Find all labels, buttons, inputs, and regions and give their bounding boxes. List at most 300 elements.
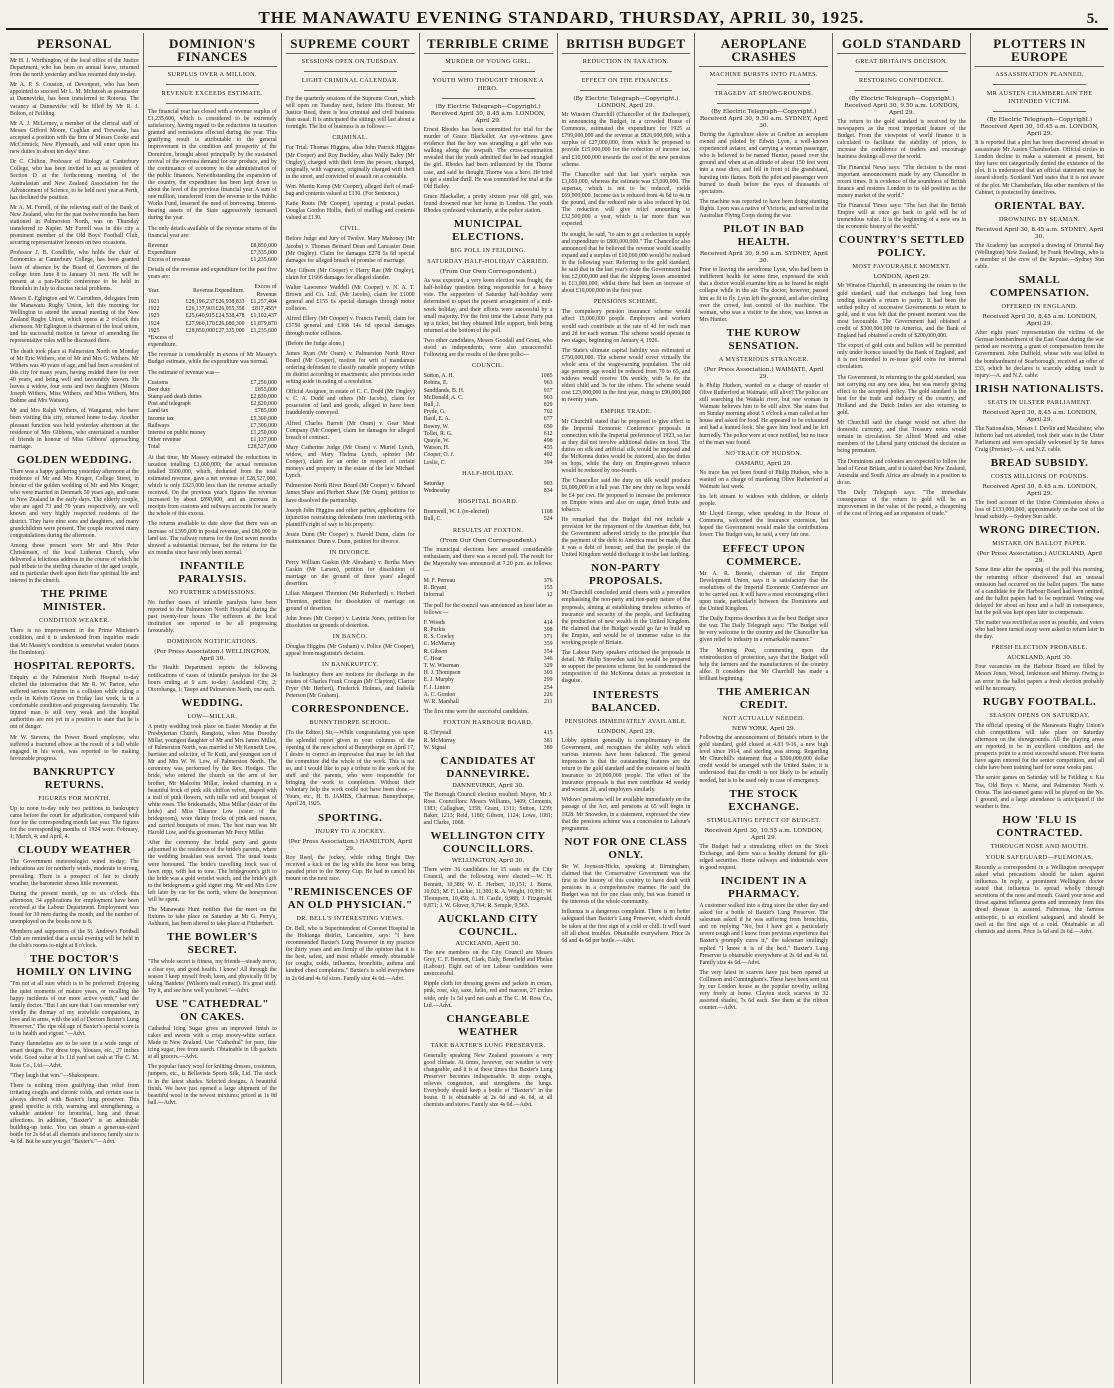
table-cell: 834 <box>543 488 553 494</box>
table-cell: 329 <box>543 663 553 669</box>
article-headline: CHANGEABLE WEATHER <box>446 1012 530 1038</box>
article-subheading: EMPIRE TRADE. <box>600 407 652 415</box>
dateline: (By Electric Telegraph—Copyright.) Received April 30, 9.50 a.m. LONDON, April 29. <box>844 96 960 116</box>
article-subheading: IN BANCO. <box>332 632 368 640</box>
table-cell: Excess of revenue <box>147 257 191 264</box>
section-divider <box>442 71 535 72</box>
table-cell: £26,080,300 <box>215 320 245 327</box>
table-cell <box>215 335 245 349</box>
table-cell: 402 <box>543 452 553 459</box>
table-cell: £817,455* <box>252 306 277 313</box>
section-divider <box>993 111 1086 112</box>
article-paragraph: Palmerston North River Board (Mr Cooper) v. Edward James Shaw and Herbert Shaw (Mr Oram), petition to have dissolved the partnership. <box>285 483 415 504</box>
article-subheading: SURPLUS OVER A MILLION. <box>167 71 257 78</box>
table-cell: 1108 <box>541 509 553 516</box>
table-cell: 376 <box>543 577 553 584</box>
article-subheading: DOMINION NOTIFICATIONS. <box>166 638 258 646</box>
article-subheading: INJURY TO A JOCKEY. <box>315 827 386 835</box>
article-headline: USE "CATHEDRAL" ON CAKES. <box>155 997 269 1023</box>
table-cell: Stamp and death duties <box>147 394 202 400</box>
table-cell: Railways <box>147 422 170 429</box>
table-cell: £8,850,000 <box>250 242 277 249</box>
article-headline: WELLINGTON CITY COUNCILLORS. <box>430 830 546 856</box>
article-headline: WEDDING. <box>181 696 244 709</box>
article-headline: NOT FOR ONE CLASS ONLY. <box>564 835 688 861</box>
dateline: LONDON, April 29. <box>597 728 655 735</box>
table-row <box>424 460 553 467</box>
article-headline: BREAD SUBSIDY. <box>990 457 1089 470</box>
table-cell: 903 <box>543 394 553 401</box>
table-cell: 12 <box>546 592 553 599</box>
table-cell: £28,196,237 <box>185 298 215 305</box>
article-subheading: MOST FAVOURABLE MOMENT. <box>852 263 951 271</box>
table-cell: Interest on public money <box>147 430 206 437</box>
dateline: (Per Press Association.) WELLINGTON, April 30. <box>154 649 271 663</box>
table-cell: 1923 <box>147 313 160 320</box>
table-row <box>424 663 553 670</box>
section-divider <box>442 98 535 99</box>
article-headline: WRONG DIRECTION. <box>979 524 1101 537</box>
article-subheading: REVENUE EXCEEDS ESTIMATE. <box>161 90 263 97</box>
table-row <box>424 380 553 387</box>
article-subheading: HOSPITAL BOARD. <box>458 498 519 506</box>
masthead <box>6 8 1108 30</box>
table-cell: £1,257,404 <box>250 298 277 305</box>
article-paragraph: Mary Catherine Judge (Mr Oram) v. Muriel Lynch, widow, and Mary Thelma Lynch, spinster (Mr Cooper), claim for an order in respect of certain moneys and property in the estate of the late Michael Lynch. <box>285 444 415 480</box>
article-headline: BANKRUPTCY RETURNS. <box>33 765 116 791</box>
table-cell: Revenue <box>147 242 169 249</box>
dateline: Received April 30, 10.55 a.m. LONDON, April 29. <box>704 827 824 841</box>
article-headline: THE KUROW SENSATION. <box>726 326 802 352</box>
article-subheading: EFFECT ON THE FINANCES. <box>581 77 671 84</box>
article-paragraph: The financial year has closed with a revenue surplus of £1,235,600, which is considered to be extremely satisfactory, having regard to the reductions in taxation granted and remissions effected during the year. This gratifying result is attributable to the general improvement in the condition and prosperity of the Dominion, brought about principally by the sustained revival of the oversea demand for our produce, and by the continuance of economy in the administration of the public finances. Notwithstanding the expansion of the country, the expenditure has been kept down to about the level of the previous financial year. A sum of one million, transferred from the revenue to the Public Works Fund, lessened the need of borrowing. Interest-bearing assets of the State aggressively increased during the year. <box>147 109 277 222</box>
section-divider <box>717 103 810 104</box>
article-paragraph: It is reported that a plot has been discovered abroad to assassinate Mr Austen Chamberlain. Official circles in London decline to make a statement at present, but they have not categorically denied the existence of the plot. It is understood that an official statement may be issued shortly. Scotland Yard states that it is not aware of the plot. Mr Chamberlain, like other members of the Cabinet, is protected by detectives. <box>975 140 1104 196</box>
article-paragraph: his left stream to widows with children, or elderly people. <box>699 494 829 508</box>
article-subheading: NO FURTHER ADMISSIONS. <box>168 588 257 596</box>
table-cell: R. Chrystall <box>423 730 452 737</box>
table-cell: Total <box>147 444 160 451</box>
column-headline: DOMINION'S FINANCES <box>148 37 277 67</box>
article-paragraph: Two other candidates, Messrs Goodall and Grant, who stood as independents, were also unsuccessful. Following are the results of the three polls:— <box>423 337 553 359</box>
table-cell: £1,137,000 <box>250 437 277 444</box>
article-subheading: PENSIONS SCHEME. <box>593 298 659 306</box>
table-cell: 226 <box>543 691 553 698</box>
table-cell: 702 <box>543 409 553 416</box>
article-subheading: MURDER OF YOUNG GIRL. <box>445 58 531 65</box>
article-paragraph: Is Philip Hudson, wanted on a charge of murder of Olive Rutherford at Waimate, still alive? The police are still searching the Waitaki river, but one woman in Waimate believes him to be still alive. She states that on Sunday morning about 5 o'clock a man called at her house and asked for food. He appeared to be exhausted and had a hunted look. She gave him food and he left hurriedly. The police were at once notified, but no trace of the man was found. <box>699 382 829 446</box>
article-paragraph: The Borough Council election resulted: Mayor, Mr J. Rose. Councillors: Messrs Williams, 1409; Clements, 1383; Callaghan, 1358; Grant, 1311; Sutton, 1239; Baker, 1213; Reid, 1180; Gibson, 1124; Lowe, 1081; and Clarke, 1068. <box>423 791 553 827</box>
article-paragraph: The Chancellor said that last year's surplus was £3,659,000, whereas the estimate was £3,000,000. The supertax, which is not to be reduced, yields £69,000,000. Income tax is reduced from 4s 6d to 4s in the pound, and the reduced rate is also reduced by 6d. The reduction will give relief amounting to £32,500,000 a year, which is far more than was expected. <box>561 171 691 228</box>
article-subheading: STIMULATING EFFECT OF BUDGET. <box>706 816 821 824</box>
table-cell: 415 <box>543 730 553 737</box>
article-paragraph: Mr A. M. Forrell, of the relieving staff of the Bank of New Zealand, who for the past twelve months has been stationed in Palmerston North, was on Thursday transferred to Napier. Mr Forrell was in this city a prominent member of the Old Boys' Football Club, securing representative honours on two occasions. <box>10 204 139 247</box>
table-cell: £7,300,000 <box>250 422 277 429</box>
article-paragraph: Wm. Martin Kemp (Mr Cooper), alleged theft of mail-bag and contents valued at £130. (For Sentence.) <box>285 183 415 198</box>
article-subheading: ASSASSINATION PLANNED. <box>995 71 1084 78</box>
article-paragraph: The Financial News says: "The decision is the most important announcement made by any Chancellor in recent times. It is evidence of the soundness of British finance and restores London to its old position as the money market of the world." <box>837 164 967 199</box>
dateline: (Per Press Association.) AUCKLAND, April 29. <box>977 551 1102 565</box>
table-cell: 381 <box>543 737 553 744</box>
table-row <box>424 373 553 380</box>
article-paragraph: Members and supporters of the St. Andrew's Football Club are reminded that a social evening will be held in the club's rooms to-night at 8 o'clock. <box>10 929 139 950</box>
article-paragraph: The new members on the City Council are Messrs Grey, C. F. Bennett, Clark, Eady, Benefield and Phelan (Labour). Eight out of ten Labour candidates were unsuccessful. <box>423 949 553 978</box>
article-paragraph: In bankruptcy there are motions for discharge in the estates of Charles Frank Coogan (Mr Clayton), Clarice Fryer (Mr Herbert), Frederick Holmes, and Isabella Peterson (Mr Graham). <box>285 672 415 700</box>
table-row <box>148 423 277 430</box>
article-paragraph: The revenue is considerably in excess of Mr Massey's Budget estimate, while the expenditure was normal. <box>147 352 277 366</box>
table-row <box>148 394 277 401</box>
table-cell: Bull, J. <box>423 401 441 408</box>
section-divider <box>993 84 1086 85</box>
table-cell: 155 <box>543 585 553 592</box>
article-subheading: HALF-HOLIDAY. <box>462 469 514 477</box>
article-paragraph: Generally speaking New Zealand possesses a very good climate. At times, however, our weather is very changeable, and it is at these times that Baxter's Lung Preserver becomes indispensable. It stops coughs, relieves congestion, and strengthens the lungs. Everybody should keep a bottle of "Baxter's" in the house. It is obtainable at 2s 6d and 4s 6d, at all chemists and stores. Family size 4s 6d.—Advt. <box>423 1052 553 1109</box>
article-paragraph: No further cases of infantile paralysis have been reported to the Palmerston North Hospital during the past twenty-four hours. The sufferers at the local institution are reported to be all progressing favourably. <box>147 599 277 635</box>
table-row <box>424 649 553 656</box>
article-paragraph: Dr C. Chilton, Professor of Biology at Canterbury College, who has been invited to act as president of Section D at the forthcoming meeting of the Australasian and New Zealand Association for the Advancement of Science, to be held next year at Perth, has declined the position. <box>10 159 139 201</box>
article-subheading: DROWNING BY SEAMAN. <box>999 215 1081 223</box>
article-paragraph: Messrs E. Eglington and W. Carruthers, delegates from the Manawatu Rugby Union, left this morning for Wellington to attend the annual meeting of the New Zealand Rugby Union, which opens at 2 o'clock this afternoon. Mr Eglington is chairman of the local union, and his successful motion in favour of amending the representative rules will be discussed there. <box>10 295 139 345</box>
article-paragraph: Lilian Margaret Thornton (Mr Rutherfurd) v. Herbert Thornton, petition for dissolution of marriage on ground of desertion. <box>285 591 415 612</box>
table-cell <box>186 335 215 349</box>
figures-table <box>424 730 553 752</box>
article-paragraph: The very latest in scarves have just been opened at Collinson and Cunningham's. These have been sent out by our London house as the popular novelty, selling very freely at home. Clayton stock scarves in 32 assorted shades, 7s 6d each. See them at the ribbon counter.—Advt. <box>699 969 829 1012</box>
figures-table <box>148 243 277 265</box>
table-cell: R. McMurray <box>423 737 456 744</box>
table-cell: £26,955,358 <box>215 306 245 313</box>
table-row <box>148 243 277 250</box>
dateline: (Per Press Association.) WAIMATE, April 29. <box>704 366 824 380</box>
table-row <box>148 408 277 415</box>
table-cell: £28,850,000 <box>185 327 215 334</box>
article-paragraph: After the ceremony the bridal party and guests adjourned to the residence of the bride's parents, where the wedding breakfast was served. The usual toasts were honoured. The bride's travelling frock was of fawn repp, with hat to tone. The bridegroom's gift to the bride was a gold wristlet watch, and the bride's gift to the bridegroom a gold signet ring. Mr and Mrs Low left later by car for the north, where the honeymoon will be spent. <box>147 840 277 904</box>
table-cell: £1,250,000 <box>250 430 277 437</box>
article-paragraph: Alfred Charles Barrett (Mr Oram) v. Gear Meat Company (Mr Cooper), claim for damages for alleged breach of contract. <box>285 420 415 441</box>
article-paragraph: Grace Blackaller, a pretty sixteen year old girl, was found drowned near her home in London. The youth Rhodes confessed voluntarily, at the police station. <box>423 193 553 215</box>
article-paragraph: The only details available of the revenue returns of the financial year are: <box>147 225 277 239</box>
article-subheading: LIGHT CRIMINAL CALENDAR. <box>301 77 399 84</box>
article-paragraph: Sir W. Joynson-Hicks, speaking at Birmingham, claimed that the Conservative Government was the first in the history of this country to have dealt with pensions in a comprehensive manner. He said the Budget was not for one class only, but was framed in the interests of the whole community. <box>561 863 691 906</box>
article-headline: GOLDEN WEDDING. <box>16 453 133 466</box>
column-headline: PLOTTERS IN EUROPE <box>975 37 1104 67</box>
article-paragraph: The popular fancy wool for knitting dresses, costumes, jumpers, etc., is Bellavista Sports Silk, Ltd. The stock is in the latest shades. Selected designs. A beautiful finish. We have just opened a large shipment of the beautiful wool in the newest mixtures; priced at 1s 8d ball.—Advt. <box>147 1064 277 1106</box>
article-paragraph: He remarked that the Budget did not include a provision for the repayment of the American debt, but the Government adhered strictly to the principle that the payment of the debt to America must be made, that it was a debt of honour, and that the people of the United Kingdom would discharge it to the last farthing. <box>561 516 691 559</box>
article-paragraph: Before Judge and Jury of Twelve. Mary Mahoney (Mr Jacobs) v. Thomas Bernard Dean and Lancaster Dean (Mr Ongley). Claim for damages £278 5s 6d special damages for alleged breach of promise of marriage. <box>285 236 415 264</box>
article-subheading: REDUCTION IN TAXATION. <box>582 58 670 65</box>
table-cell: W. Signal <box>423 744 447 751</box>
article-paragraph: The Daily Telegraph says: "The immediate consequence of the return to gold will be an improvement in the value of the pound, a cheapening of the cost of living and an expansion of trade." <box>837 489 967 518</box>
article-paragraph: No trace has yet been found of Philip Hudson, who is wanted on a charge of murdering Olive Rutherford at Waimate last week. <box>699 469 829 490</box>
article-paragraph: Mr Churchill concluded amid cheers with a peroration emphasising the non-party and non-party nature of the proposals, aiming at establishing timeless schemes of insurance and security of the people, and facilitating the production of new wealth in the United Kingdom. He claimed that the Budget would go far to build up the Empire, and would be of immense value to the working people of Britain. <box>561 590 691 646</box>
table-cell: 903 <box>543 480 553 487</box>
article-paragraph: Ripple cloth for dressing gowns and jackets in cream, pink, rose, sky, saxe, helio, red and maroon, 27 inches wide, only 1s 5d yard net cash at The C. M. Ross Co., Ltd.—Advt. <box>423 981 553 1009</box>
article-headline: THE PRIME MINISTER. <box>40 588 109 614</box>
dateline: Received April 30, 8.45 a.m. LONDON, April 29. <box>982 409 1097 423</box>
table-cell: Pryde, G. <box>423 409 446 416</box>
section-divider <box>166 103 259 104</box>
article-paragraph: The Government, in returning to the gold standard, was not carrying out any new idea, but was merely giving effect to the accepted policy. The gold standard is the best for the trade and industry of the country, and Holland and the Dutch Indies are also returning to gold. <box>837 374 967 416</box>
article-paragraph: The machine was reported to have been doing stunting flights. Lyon was a native of Victoria, and served in the Australian Flying Corps during the war. <box>699 198 829 220</box>
article-paragraph: The estimate of revenue was— <box>147 369 220 376</box>
article-headline: INFANTILE PARALYSIS. <box>178 559 247 585</box>
table-cell: E. J. Murphy <box>423 677 454 684</box>
table-row <box>424 409 553 416</box>
table-cell: 1085 <box>540 373 553 380</box>
article-paragraph: The senior games on Saturday will be Feilding v. Kia Toa, Old Boys v. Marist, and Palmerston North v. Oroua. The last-named game will be played on the No. 1 ground, and a large attendance is anticipated if the weather is fine. <box>975 775 1104 810</box>
article-paragraph: Mr A. P. S. Couston, of Devonport, who has been appointed to succeed Mr L. M. McIntosh as postmaster at Dannevirke, has been transferred to Rotorua. The vacancy at Dannevirke will be filled by Mr R. J. Bolton, of Feilding. <box>10 82 139 117</box>
article-paragraph: The Daily Express describes it as the best Budget since the war. The Daily Telegraph says: "The Budget will be very welcome to the country and the Chancellor has given relief to industry in a remarkable manner." <box>699 616 829 644</box>
figures-table <box>424 620 553 706</box>
table-cell: Customs <box>147 379 169 386</box>
article-headline: THE STOCK EXCHANGE. <box>728 787 800 813</box>
table-row <box>148 437 277 444</box>
article-paragraph: John Jones (Mr Cooper) v. Lavinia Jones, petition for dissolution on grounds of desertion. <box>285 615 415 629</box>
article-paragraph: Mr Churchill stated that he proposed to give effect to the Imperial Economic Conference proposals in connection with the Imperial preference of 1923, so far as they did not involve additional duties on food. The duties on silk and artificial silk would be imposed and the McKenna duties would be restored, also the duties on hops, while the duty on Empire-grown tobacco would be reduced by one-fourth. <box>561 418 691 475</box>
dateline: NEW YORK, April 29. <box>732 725 796 732</box>
article-paragraph: Details of the revenue and expenditure for the past five years are: <box>147 267 277 281</box>
article-subheading: RESULTS AT FOXTON. <box>452 526 524 534</box>
table-row <box>148 401 277 408</box>
article-headline: PILOT IN BAD HEALTH. <box>723 223 805 249</box>
article-subheading: FOXTON HARBOUR BOARD. <box>443 719 534 727</box>
article-paragraph: Recently a correspondent in a Wellington newspaper asked what precautions should be taken against influenza. In reply, a prominent Wellington doctor stated that influenza is spread wholly through secretions of the nose and mouth. Guard your nose and throat against influenza germs and immunity from this dread disease is assured. Fulmonas, the famous antiseptic, is an excellent safeguard, and should be used at the first sign of a cold. Obtainable at all chemists and stores. Price 1s 6d and 2s 6d.—Advt. <box>975 864 1104 935</box>
article-paragraph: There is no improvement in the Prime Minister's condition, and it is understood from inquiries made that Mr Massey's condition is somewhat weaker (states the Dominion). <box>10 628 139 656</box>
table-cell: 937 <box>543 387 553 394</box>
table-cell: 1921 <box>147 298 160 305</box>
table-row <box>424 395 553 402</box>
table-cell: W. R. Marshall <box>423 699 459 706</box>
dateline: (By Electric Telegraph—Copyright.) Received April 30, 10.45 a.m. LONDON, April 29. <box>980 117 1099 137</box>
column-headline: AEROPLANE CRASHES <box>699 37 828 67</box>
table-cell: £2,820,000 <box>250 401 277 408</box>
section-divider <box>580 90 673 91</box>
article-subheading: IN BANKRUPTCY. <box>322 661 379 669</box>
table-row <box>148 313 277 320</box>
article-paragraph: The Budget had a stimulating effect on the Stock Exchange, and there was a healthy demand for gilt-edged securities. Home railways and industrials were in good request. <box>699 843 829 871</box>
article-headline: INTERESTS BALANCED. <box>591 688 661 714</box>
table-row <box>148 306 277 313</box>
article-headline: HOW 'FLU IS CONTRACTED. <box>996 813 1083 839</box>
table-row <box>424 488 553 495</box>
table-row <box>424 627 553 634</box>
table-cell: 1924 <box>147 320 160 327</box>
table-cell: 650 <box>543 423 553 430</box>
newspaper-title: THE MANAWATU EVENING STANDARD, THURSDAY, APRIL 30, 1925. <box>258 8 865 27</box>
article-paragraph: Dr. Bell, who is Superintendent of Coronet Hospital in the Hokianga district, Lancashire, says: "I have recommended Baxter's Lung Preserver in my practice for thirty years and am firmly of the opinion that it is the best, safest, and most reliable remedy obtainable for coughs, colds, influenza, bronchitis, asthma and kindred chest complaints." Baxter's is sold everywhere in 2s 6d and 4s 6d sizes. Family size 4s 6d.—Advt. <box>285 925 415 982</box>
table-row <box>148 387 277 394</box>
table-cell: *Excess of expenditure. <box>147 334 177 349</box>
table-cell: £1,235,600 <box>250 327 277 334</box>
article-headline: AUCKLAND CITY COUNCIL. <box>437 912 539 938</box>
dateline: Received April 30, 8.45 a.m. LONDON, April 29. <box>982 314 1097 328</box>
article-paragraph: Katie Roots (Mr Cooper), opening a postal packet. Douglas Gordon Hollis, theft of mailbag and contents valued at £130. <box>285 201 415 222</box>
table-row <box>424 592 553 599</box>
article-headline: MUNICIPAL ELECTIONS. <box>452 218 525 244</box>
table-cell: 677 <box>543 416 553 423</box>
table-row <box>424 634 553 641</box>
table-cell: Expenditure. <box>214 288 245 295</box>
article-paragraph: The death took place at Palmerston North on Monday of Mr Eric Withers, son of Mr and Mrs G. Withers. Mr Withers was 40 years of age, and had been a resident of this city for many years, having resided there for over 40 years, and being well and favourably known. He leaves a widow, four sons and two daughters (Messrs Joseph Withers, Miss Withers, and Miss Withers, Mrs Bohme and Mrs Watson). <box>10 348 139 405</box>
column-6 <box>695 33 833 1384</box>
table-row <box>424 730 553 737</box>
article-paragraph: Mr Lloyd George, when speaking in the House of Commons, welcomed the insurance extension, but hoped the Government would make the contributions lower. The Budget was, he said, a very fair one. <box>699 511 829 539</box>
article-subheading: PENSIONS IMMEDIATELY AVAILABLE. <box>564 717 688 725</box>
table-cell: R. Purkis <box>423 626 446 633</box>
article-paragraph: (Before the Judge alone.) <box>285 340 345 347</box>
table-cell: 455 <box>543 445 553 452</box>
article-subheading: YOUR SAFEGUARD—FULMONAS. <box>985 853 1094 861</box>
dateline: AUCKLAND, April 30. <box>1007 655 1072 662</box>
article-paragraph: The food account of the Union Commission shows a loss of £133,000,000, approximately on the cost of the bread subsidy.—Sydney Sun cable. <box>975 500 1104 521</box>
table-row <box>424 641 553 648</box>
table-row <box>424 402 553 409</box>
article-headline: CLOUDY WEATHER <box>17 844 132 857</box>
article-paragraph: The State's ultimate capital liability was estimated at £750,000,000. The scheme would cover virtually the whole area of the wage-earning population. The old age pension age would be reduced from 70 to 65, and widows would receive 10s weekly, with 5s for the eldest child and 3s for the others. The scheme would cost £23,000,000 in the first year, rising to £90,000,000 in twenty years. <box>561 347 691 404</box>
article-paragraph: The Manawatu Hunt notifies that the meet on the fixtures to take place on Saturday at Mr G. Perry's, Ashhurst, has been altered to take place at Fitzherbert. <box>147 907 277 928</box>
dateline: (From Our Own Correspondent.) <box>439 537 537 544</box>
column-7 <box>833 33 971 1384</box>
section-divider <box>166 84 259 85</box>
table-cell: £1,879,870 <box>250 320 277 327</box>
article-headline: THE DOCTOR'S HOMILY ON LIVING <box>16 953 133 979</box>
table-cell: £5,300,000 <box>250 415 277 422</box>
table-cell: 354 <box>543 648 553 655</box>
table-cell: £27,960,170 <box>185 320 215 327</box>
article-paragraph: Alfred Ellery (Mr Cooper) v. Francis Farrell, claim for £3750 general and £368 14s 6d special damages through motor collision. <box>285 316 415 337</box>
dateline: (Per Press Association.) HAMILTON, April 29. <box>288 838 412 852</box>
section-divider <box>855 90 948 91</box>
table-cell: 380 <box>543 744 553 751</box>
table-cell: £27,335,000 <box>215 327 245 334</box>
table-row <box>424 620 553 627</box>
dateline: DANNEVIRKE, April 30. <box>452 782 524 789</box>
article-subheading: NOT ACTUALLY NEEDED. <box>722 714 805 722</box>
table-cell: 394 <box>543 459 553 466</box>
dateline: (From Our Own Correspondent.) <box>439 269 537 276</box>
table-cell: 963 <box>543 380 553 387</box>
article-paragraph: Influenza is a dangerous complaint. There is no better safeguard than Baxter's Lung Preserver, which should be taken at the first sign of a cold or chill. It will ward off all chest troubles. Obtainable everywhere. Price 2s 6d and 4s 6d per bottle.—Advt. <box>561 909 691 944</box>
article-paragraph: Mr Churchill said the change would not affect the domestic currency, and that Treasury notes would remain in circulation. Sir Alfred Mond and other members of the Liberal party criticised the decision as being premature. <box>837 420 967 455</box>
article-subheading: SATURDAY HALF-HOLIDAY CARRIED. <box>427 258 549 266</box>
article-subheading: GREAT BRITAIN'S DECISION. <box>855 58 948 65</box>
column-5 <box>558 33 696 1384</box>
article-paragraph: "I'm not at all sure which is to be preferred: Enjoying the quiet moments of mature years, or recalling the happy incidents of our more active youth," said the family doctor. "But I am sure that I can remember very vividly the dismay of my erstwhile companions, in love and in arms, with the aid of Doctors Baxter's Lung Preserver." The ripe old age of Baxter's special score is to its health and vigour."—Advt. <box>10 981 139 1038</box>
table-cell: £7,335,000 <box>250 249 277 256</box>
table-cell: Sandilands, B. H. <box>423 387 465 394</box>
article-headline: SMALL COMPENSATION. <box>989 274 1090 300</box>
table-row <box>424 481 553 488</box>
table-cell: Land tax <box>147 408 169 415</box>
table-cell: 524 <box>543 516 553 523</box>
table-cell <box>245 335 277 349</box>
table-cell: £1,235,600 <box>250 257 277 264</box>
table-cell: Informal <box>423 592 444 599</box>
table-cell: Year. <box>147 288 160 295</box>
article-paragraph: The Government meteorologist wired to-day: The indications are for northerly winds, moderate to strong, prevailing. There is a prospect of fair to cloudy weather, the barometer shows little movement. <box>10 859 139 887</box>
article-paragraph: The first nine were the successful candidates. <box>423 709 529 716</box>
article-paragraph: At that time, Mr Massey estimated the reductions in taxation totalling £1,000,000; the actual remission totalled £600,000, which, deducted from the total estimated revenue, gave a net revenue of £28,527,000, which is only £323,000 less than the revenue actually received. On the previous year's figures the revenue increased by about £890,000, and an increase in receipts from customs and railways accounts for nearly the whole of this excess. <box>147 454 277 518</box>
table-cell: £1,102,437 <box>250 313 277 320</box>
article-paragraph: For the quarterly sessions of the Supreme Court, which will open on Tuesday next, before His Honour, Mr Justice Reed, there is less criminal and civil business than usual. It is anticipated the sittings will last about a fortnight. The list of business is as follows:— <box>285 96 415 131</box>
article-paragraph: Jessie Dunn (Mr Cooper) v. Harold Dunn, claim for maintenance. Dunn v. Dunn, petition for divorce. <box>285 531 415 545</box>
table-row <box>148 250 277 257</box>
article-subheading: SEATS IN ULSTER PARLIAMENT. <box>987 398 1092 406</box>
table-cell: 299 <box>543 677 553 684</box>
table-row <box>424 424 553 431</box>
column-4 <box>420 33 558 1384</box>
dateline: AUCKLAND, April 30. <box>455 940 521 947</box>
article-paragraph: The return to the gold standard is received by the newspapers as the most important feature of the Budget. From the viewpoint of world finance it is calculated to facilitate the stability of prices, to increase the confidence of traders and encourage business dealings all over the world. <box>837 119 967 161</box>
table-cell: McDonald, A. C. <box>423 394 464 401</box>
article-paragraph: May Gibson (Mr Cooper) v. Harry Rae (Mr Ongley), claim for £1666 damages for alleged slander. <box>285 267 415 281</box>
table-cell: £24,538,478 <box>215 313 245 320</box>
article-headline: EFFECT UPON COMMERCE. <box>722 542 806 568</box>
article-subheading: SESSIONS OPEN ON TUESDAY. <box>301 58 399 65</box>
article-headline: "REMINISCENCES OF AN OLD PHYSICIAN." <box>287 885 413 911</box>
table-cell: £785,000 <box>255 408 277 415</box>
figures-table <box>424 578 553 600</box>
article-paragraph: The Chancellor said the duty on silk would produce £6,000,000 in a full year. The new duty on hops would be £4 per cwt. He proposed to increase the preference on Empire wines and also on sugar, dried fruits and tobacco. <box>561 478 691 513</box>
section-divider <box>304 90 397 91</box>
article-paragraph: During the present month, up to six o'clock this afternoon, 34 applications for employment have been received at the Labour Department. Employment was found for 30 men during the month, and the number of unemployed on the books now is 8. <box>10 890 139 926</box>
table-cell: Saturday <box>423 480 445 487</box>
article-paragraph: The export of gold coin and bullion will be permitted only under licence issued by the Bank of England, and it is not intended to re-issue gold coins for internal circulation. <box>837 343 967 371</box>
article-subheading: BIG POLL IN FEILDING. <box>450 247 526 255</box>
table-row <box>148 444 277 451</box>
article-paragraph: The Health Department reports the following notifications of cases of infantile paralysis for the 24 hours ending at 9 a.m. to-day: Auckland City, 2; Otorohanga, 1; Taupo and Palmerston North, one each. <box>147 665 277 693</box>
article-paragraph: There were 36 candidates for 15 seats on the City Council, and the following were elected:—W. H. Bennett, 10,386; W. E. Herbert, 10,151; J. Burns, 10,023; M. F. Luckie, 11,300; R. A. Wright, 10,991; W. Thompson, 10,458; A. H. Castle, 9,988; J. Fitzgerald, 9,871; J. W. Glover, 9,764; R. Semple, 9,563. <box>423 867 553 909</box>
column-3 <box>282 33 420 1384</box>
column-headline: SUPREME COURT <box>286 37 415 54</box>
article-headline: HOSPITAL REPORTS. <box>13 659 135 672</box>
article-paragraph: Among those present were Mr and Mrs Peter Christensen, of the local Lutheran Church, who delivered a felicitous address in the course of which he paid tribute to the sterling character of the aged couple, and in particular dwelt upon their fine spiritual life and interest in the church. <box>10 542 139 585</box>
article-headline: SPORTING. <box>318 811 383 824</box>
table-cell: R. Gibson <box>423 648 448 655</box>
table-cell: £2,830,000 <box>250 394 277 400</box>
article-paragraph: "They laugh that win."—Shakespeare. <box>10 1072 99 1079</box>
column-1 <box>6 33 144 1384</box>
table-cell: Bramwell, W. J. (re-elected) <box>423 509 489 516</box>
table-cell: Quayle, W. <box>423 437 450 444</box>
table-row <box>424 699 553 706</box>
table-cell: £28,527,000 <box>247 444 277 451</box>
table-row <box>424 677 553 684</box>
table-cell: F. Woods <box>423 619 446 626</box>
article-subheading: BUNNYTHORPE SCHOOL. <box>309 719 391 727</box>
article-paragraph: Some time after the opening of the poll this morning, the returning officer discovered that an unusual omission had occurred on the ballot papers. The name of a candidate for the Harbour Board had been omitted, and the ballot papers had to be reprinted. Voting was delayed for about an hour and a half in consequence, but the poll was kept open later to compensate. <box>975 567 1104 616</box>
dateline: (By Electric Telegraph—Copyright.) Received April 30, 9.50 a.m. SYDNEY, April 30. <box>699 109 828 129</box>
figures-table <box>424 509 553 523</box>
table-cell: Expenditure <box>147 249 177 256</box>
article-paragraph: Walter Lawrence Waddell (Mr Cooper) v. N. A. T. Brown and Co. Ltd. (Mr Jacobs), claim for £1000 general and £155 6s special damages through motor collision. <box>285 284 415 313</box>
article-subheading: NO TRACE OF HUDSON. <box>725 449 803 457</box>
article-paragraph: Cathedral Icing Sugar gives an improved finish to cakes and sweets with a crisp snowy-white surface. Made in New Zealand. Use "Cathedral" for pure, fine icing sugar, free from starch. Obtainable in 1lb packets at all grocers.—Advt. <box>147 1025 277 1061</box>
article-paragraph: Joseph John Higgins and other parties, applications for injunction restraining defendants from interfering with plaintiff's right of way to his property. <box>285 507 415 528</box>
article-subheading: CONDITION WEAKER. <box>39 617 110 625</box>
article-paragraph: Mr Winston Churchill, in announcing the return to the gold standard, said that exchanges had long been tending towards a return to parity. It had been the settled policy of successive Governments to return to gold, and it was felt that the present moment was the most favourable. The Government had obtained a credit of $300,000,000 in America, and the Bank of England had obtained a credit of $200,000,000. <box>837 283 967 340</box>
article-paragraph: (To the Editor.) Sir,—While congratulating you upon the splendid report given in your columns of the opening of the new school at Bunnythorpe on April 17, I desire to correct an impression that may be left that the committee did the whole of the work. This is not so, and I would like to pay a tribute to the work of the staff and the parents, who were responsible for bringing the work to completion. Without their voluntary help the work could not have been done.—Yours, etc., H. B. JAMES, Chairman. Bunnythorpe, April 28, 1925. <box>285 730 415 808</box>
table-row <box>424 509 553 516</box>
article-paragraph: The Dominions and colonies are expected to follow the lead of Great Britain, and it is stated that New Zealand, Australia and South Africa are already in a position to do so. <box>837 458 967 486</box>
table-cell: Cooper, O. J. <box>423 452 455 459</box>
article-subheading: A MYSTERIOUS STRANGER. <box>718 355 809 363</box>
table-cell: Bowey, W. <box>423 423 449 430</box>
table-row <box>148 335 277 349</box>
article-subheading: SEASON OPENS ON SATURDAY. <box>989 711 1090 719</box>
table-row <box>148 430 277 437</box>
table-cell: 498 <box>543 437 553 444</box>
table-row <box>424 516 553 523</box>
